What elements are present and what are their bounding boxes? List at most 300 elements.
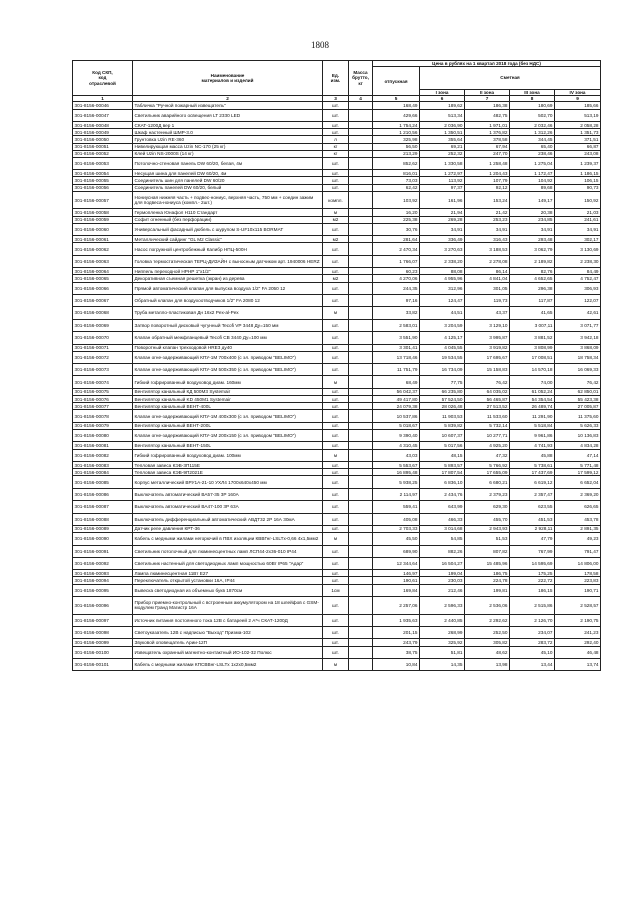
row-unit: шт.: [323, 170, 349, 177]
row-mass: [349, 307, 373, 319]
row-price-release: 2 257,06: [373, 597, 420, 615]
table-row: [73, 570, 601, 577]
row-price-zone-1: 230,03: [420, 577, 465, 584]
table-row: [73, 557, 601, 569]
row-unit: шт.: [323, 121, 349, 128]
row-mass: [349, 488, 373, 500]
row-price-release: 429,66: [373, 109, 420, 121]
row-code: 301-8156-00073: [73, 364, 133, 376]
price-table: [72, 60, 601, 671]
row-name: Вентилятор канальный ВЕНТ-400L: [133, 403, 323, 410]
row-mass: [349, 157, 373, 169]
row-code: 301-8156-00097: [73, 614, 133, 626]
row-price-release: 10,84: [373, 659, 420, 671]
row-price-zone-1: 5 893,57: [420, 461, 465, 468]
row-price-zone-4: 11 375,60: [555, 410, 601, 422]
row-price-zone-4: 1 239,37: [555, 157, 601, 169]
row-name: Корпус металлический ВРУ1А-21-10 УХЛ4 1700х640х450 мм: [133, 476, 323, 488]
row-price-zone-1: 161,96: [420, 191, 465, 209]
table-row: [73, 364, 601, 376]
row-name: Клапан обратный межфланцевый Tecofi CB 3440 Ду=100 мм: [133, 332, 323, 344]
row-name: Труба металло-пластиковая Дн 16х2 Peх-al-Peх: [133, 307, 323, 319]
row-mass: [349, 422, 373, 429]
row-mass: [349, 396, 373, 403]
row-price-release: 4 270,06: [373, 275, 420, 282]
row-price-release: 225,38: [373, 216, 420, 223]
row-price-zone-3: 82,76: [510, 268, 555, 275]
row-code: 301-8156-00086: [73, 488, 133, 500]
row-price-zone-4: 18 758,34: [555, 351, 601, 363]
row-price-zone-1: 19 534,55: [420, 351, 465, 363]
row-name: Звуковой оповещатель Арии-12П: [133, 639, 323, 646]
row-mass: [349, 557, 373, 569]
row-price-zone-1: 189,62: [420, 102, 465, 109]
row-price-zone-3: 222,72: [510, 577, 555, 584]
row-name: Вентилятор канальный ВЕНТ-150L: [133, 442, 323, 449]
row-price-zone-3: 1 275,04: [510, 157, 555, 169]
row-unit: шт.: [323, 177, 349, 184]
row-price-zone-2: 17 655,09: [465, 469, 510, 476]
row-mass: [349, 388, 373, 395]
row-name: Выключатель дифференциальный автоматический АВДТ32 2Р 16А 30мА: [133, 513, 323, 525]
row-unit: шт.: [323, 268, 349, 275]
row-price-zone-3: 117,87: [510, 294, 555, 306]
row-mass: [349, 577, 373, 584]
row-price-zone-4: 14 806,00: [555, 557, 601, 569]
table-row: [73, 545, 601, 557]
row-price-release: 2 583,01: [373, 319, 420, 331]
row-code: 301-8156-00057: [73, 191, 133, 209]
row-name: Светильник настенный для светодиодных ламп мощностью 60Вт IP65 "Адар": [133, 557, 323, 569]
row-price-zone-1: 1 272,97: [420, 170, 465, 177]
row-price-zone-4: 47,14: [555, 449, 601, 461]
row-mass: [349, 150, 373, 157]
row-mass: [349, 170, 373, 177]
row-price-zone-1: 4 045,55: [420, 344, 465, 351]
row-price-zone-2: 10 277,71: [465, 430, 510, 442]
row-price-release: 16,20: [373, 209, 420, 216]
row-price-zone-2: 3 188,53: [465, 243, 510, 255]
row-price-zone-2: 107,79: [465, 177, 510, 184]
row-price-zone-4: 122,07: [555, 294, 601, 306]
row-name: Тепловая завеса КЭВ-3П115Е: [133, 461, 323, 468]
row-unit: м: [323, 209, 349, 216]
row-price-zone-3: 4 741,93: [510, 442, 555, 449]
row-price-zone-3: 89,68: [510, 184, 555, 191]
row-unit: шт.: [323, 461, 349, 468]
row-mass: [349, 319, 373, 331]
table-row: [73, 533, 601, 545]
row-code: 301-8156-00062: [73, 243, 133, 255]
row-price-zone-2: 34,91: [465, 223, 510, 235]
row-price-zone-4: 3 942,18: [555, 332, 601, 344]
row-mass: [349, 223, 373, 235]
row-price-release: 1 754,24: [373, 121, 420, 128]
row-name: Вентилятор канальный KD 450M1 Systemair: [133, 396, 323, 403]
row-price-release: 146,97: [373, 570, 420, 577]
row-code: 301-8156-00076: [73, 396, 133, 403]
row-code: 301-8156-00090: [73, 533, 133, 545]
row-mass: [349, 191, 373, 209]
row-name: Клей Uzin NS-2000S (14 кг): [133, 150, 323, 157]
row-price-release: 169,84: [373, 584, 420, 596]
row-mass: [349, 216, 373, 223]
row-name: Кабель с медными жилами КПСВВнг-LSLTx 1х2х0,5мм2: [133, 659, 323, 671]
row-mass: [349, 143, 373, 150]
row-price-zone-4: 10 136,83: [555, 430, 601, 442]
row-price-zone-3: 104,92: [510, 177, 555, 184]
row-price-zone-2: 48,62: [465, 646, 510, 658]
row-price-zone-3: 61 052,24: [510, 388, 555, 395]
row-price-zone-3: 451,53: [510, 513, 555, 525]
row-price-zone-4: 6 652,04: [555, 476, 601, 488]
table-row: [73, 376, 601, 388]
row-price-zone-2: 3 129,10: [465, 319, 510, 331]
row-price-zone-2: 51,53: [465, 533, 510, 545]
row-name: Светильник потолочный для люминесцентных ламп ЛСП44-2х36-010 IP44: [133, 545, 323, 557]
table-row: [73, 501, 601, 513]
row-price-release: 10 537,86: [373, 410, 420, 422]
row-price-zone-3: 2 357,47: [510, 488, 555, 500]
row-unit: шт.: [323, 597, 349, 615]
row-price-zone-2: 247,70: [465, 150, 510, 157]
row-price-zone-2: 5 766,92: [465, 461, 510, 468]
row-price-zone-2: 2 379,23: [465, 488, 510, 500]
row-price-zone-3: 41,65: [510, 307, 555, 319]
row-name: Соединитель шин для панелей DW 60/20: [133, 177, 323, 184]
row-price-zone-4: 2 190,75: [555, 614, 601, 626]
row-mass: [349, 469, 373, 476]
row-price-zone-3: 45,10: [510, 646, 555, 658]
row-price-zone-4: 17 599,12: [555, 469, 601, 476]
row-price-zone-3: 1 312,26: [510, 129, 555, 136]
row-price-release: 201,15: [373, 627, 420, 639]
row-mass: [349, 410, 373, 422]
row-unit: шт.: [323, 388, 349, 395]
row-mass: [349, 351, 373, 363]
row-mass: [349, 430, 373, 442]
row-price-zone-1: 1 350,51: [420, 129, 465, 136]
row-price-zone-3: 3 808,99: [510, 344, 555, 351]
page-number: 1808: [311, 40, 329, 50]
row-unit: шт.: [323, 319, 349, 331]
header-zone-4: IV зона: [555, 89, 601, 95]
row-price-zone-3: 186,15: [510, 584, 555, 596]
row-price-zone-2: 11 533,60: [465, 410, 510, 422]
header-name: Наименование материалов и изделий: [133, 61, 323, 96]
row-price-release: 9 390,40: [373, 430, 420, 442]
row-price-release: 49 417,80: [373, 396, 420, 403]
row-code: 301-8156-00054: [73, 170, 133, 177]
row-code: 301-8156-00099: [73, 639, 133, 646]
row-unit: шт.: [323, 223, 349, 235]
row-price-zone-4: 2 369,20: [555, 488, 601, 500]
row-price-zone-4: 62 850,01: [555, 388, 601, 395]
row-unit: компл.: [323, 191, 349, 209]
row-price-zone-1: 252,32: [420, 150, 465, 157]
row-price-zone-2: 13,98: [465, 659, 510, 671]
row-unit: шт.: [323, 184, 349, 191]
row-name: Затвор поворотный дисковый чугунный Tecofi VP 3448 Ду=150 мм: [133, 319, 323, 331]
row-code: 301-8156-00101: [73, 659, 133, 671]
row-name: СКАТ-1200Д вер 1: [133, 121, 323, 128]
row-price-zone-3: 4 652,65: [510, 275, 555, 282]
row-price-zone-4: 106,15: [555, 177, 601, 184]
row-price-zone-2: 2 536,06: [465, 597, 510, 615]
table-row: [73, 449, 601, 461]
row-price-release: 5 018,67: [373, 422, 420, 429]
row-code: 301-8156-00056: [73, 184, 133, 191]
row-price-zone-1: 5 839,82: [420, 422, 465, 429]
row-price-zone-2: 482,75: [465, 109, 510, 121]
row-code: 301-8156-00095: [73, 584, 133, 596]
row-price-zone-1: 4 955,96: [420, 275, 465, 282]
row-mass: [349, 177, 373, 184]
row-name: Соединитель панелей DW 60/20, белый: [133, 184, 323, 191]
row-price-zone-1: 268,99: [420, 627, 465, 639]
row-price-zone-3: 47,79: [510, 533, 555, 545]
row-name: Декоративная съемная решетка (экран) из дерева: [133, 275, 323, 282]
row-mass: [349, 243, 373, 255]
table-row: [73, 275, 601, 282]
row-unit: шт.: [323, 410, 349, 422]
row-name: Клапан огне-задерживающий КПУ-1М 500х350 (с эл. приводом "BELIMO"): [133, 364, 323, 376]
row-unit: шт.: [323, 403, 349, 410]
row-mass: [349, 584, 373, 596]
row-mass: [349, 533, 373, 545]
row-unit: шт.: [323, 344, 349, 351]
row-price-zone-2: 27 513,52: [465, 403, 510, 410]
row-mass: [349, 449, 373, 461]
row-price-zone-1: 66 235,80: [420, 388, 465, 395]
table-row: [73, 184, 601, 191]
header-zone-2: II зона: [465, 89, 510, 95]
row-mass: [349, 282, 373, 294]
row-price-zone-4: 66,87: [555, 143, 601, 150]
row-code: 301-8156-00055: [73, 177, 133, 184]
row-price-zone-3: 2 189,82: [510, 255, 555, 267]
row-price-zone-1: 312,96: [420, 282, 465, 294]
row-price-release: 56 042,37: [373, 388, 420, 395]
row-price-zone-3: 234,07: [510, 627, 555, 639]
column-index: 7: [465, 96, 510, 102]
row-code: 301-8156-00061: [73, 236, 133, 243]
row-unit: м: [323, 376, 349, 388]
row-name: Лампа люминесцентная 11Вт Е27: [133, 570, 323, 577]
row-price-zone-2: 4 925,20: [465, 442, 510, 449]
row-code: 301-8156-00098: [73, 627, 133, 639]
row-unit: м: [323, 659, 349, 671]
row-price-zone-1: 2 338,20: [420, 255, 465, 267]
row-unit: шт.: [323, 469, 349, 476]
row-price-zone-3: 238,46: [510, 150, 555, 157]
row-price-zone-2: 76,42: [465, 376, 510, 388]
row-price-zone-2: 252,50: [465, 627, 510, 639]
row-price-zone-2: 1 376,82: [465, 129, 510, 136]
table-row: [73, 236, 601, 243]
row-price-zone-4: 292,40: [555, 639, 601, 646]
row-unit: м: [323, 307, 349, 319]
table-row: [73, 177, 601, 184]
row-price-zone-2: 15 158,83: [465, 364, 510, 376]
table-row: [73, 307, 601, 319]
row-price-zone-3: 26 489,74: [510, 403, 555, 410]
row-price-zone-1: 466,33: [420, 513, 465, 525]
row-mass: [349, 209, 373, 216]
row-price-zone-2: 3 995,87: [465, 332, 510, 344]
table-row: [73, 351, 601, 363]
row-price-zone-4: 90,73: [555, 184, 601, 191]
row-unit: шт.: [323, 351, 349, 363]
row-price-zone-4: 76,42: [555, 376, 601, 388]
table-row: [73, 109, 601, 121]
row-price-zone-4: 84,49: [555, 268, 601, 275]
row-code: 301-8156-00088: [73, 513, 133, 525]
row-price-zone-1: 5 017,56: [420, 442, 465, 449]
header-zone-3: III зона: [510, 89, 555, 95]
row-price-zone-4: 2 891,35: [555, 525, 601, 532]
row-price-zone-1: 513,34: [420, 109, 465, 121]
row-price-zone-3: 17 008,51: [510, 351, 555, 363]
row-name: Выключатель автоматический ВА57-35 3Р 160А: [133, 488, 323, 500]
table-row: [73, 294, 601, 306]
row-mass: [349, 597, 373, 615]
row-price-zone-4: 4 752,47: [555, 275, 601, 282]
row-price-release: 2 703,33: [373, 525, 420, 532]
row-price-zone-1: 14,35: [420, 659, 465, 671]
row-mass: [349, 545, 373, 557]
header-price-group: Цена в рублях на 1 квартал 2018 года (без НДС): [373, 61, 601, 67]
row-price-zone-4: 190,71: [555, 584, 601, 596]
table-row: [73, 403, 601, 410]
row-unit: шт.: [323, 545, 349, 557]
table-row: [73, 243, 601, 255]
row-unit: шт.: [323, 294, 349, 306]
row-price-release: 213,29: [373, 150, 420, 157]
row-price-zone-2: 6 680,21: [465, 476, 510, 488]
row-price-zone-1: 21,94: [420, 209, 465, 216]
row-unit: 1см: [323, 584, 349, 596]
row-mass: [349, 121, 373, 128]
table-row: [73, 430, 601, 442]
row-unit: кг: [323, 150, 349, 157]
row-unit: шт.: [323, 627, 349, 639]
column-index: 4: [349, 96, 373, 102]
row-price-zone-1: 16 504,27: [420, 557, 465, 569]
row-price-zone-4: 46,48: [555, 646, 601, 658]
row-unit: шт.: [323, 332, 349, 344]
column-index: 2: [133, 96, 323, 102]
row-price-zone-3: 283,72: [510, 639, 555, 646]
table-row: [73, 422, 601, 429]
row-price-zone-1: 113,92: [420, 177, 465, 184]
table-row: [73, 332, 601, 344]
row-price-zone-4: 5 626,33: [555, 422, 601, 429]
row-unit: шт.: [323, 430, 349, 442]
row-code: 301-8156-00074: [73, 376, 133, 388]
table-row: [73, 646, 601, 658]
table-row: [73, 255, 601, 267]
row-unit: шт.: [323, 557, 349, 569]
row-price-release: 168,49: [373, 102, 420, 109]
row-mass: [349, 109, 373, 121]
row-price-zone-4: 241,23: [555, 627, 601, 639]
row-name: Вывеска светодиодная из объемных букв 1870см: [133, 584, 323, 596]
column-index: 8: [510, 96, 555, 102]
row-code: 301-8156-00089: [73, 525, 133, 532]
row-price-release: 5 938,25: [373, 476, 420, 488]
row-name: Табличка "Ручной пожарный извещатель": [133, 102, 323, 109]
row-price-zone-1: 336,49: [420, 236, 465, 243]
row-price-zone-2: 47,32: [465, 449, 510, 461]
row-code: 301-8156-00077: [73, 403, 133, 410]
row-code: 301-8156-00079: [73, 422, 133, 429]
row-unit: шт.: [323, 513, 349, 525]
row-name: Прибор приемно-контрольный с встроенным аккумулятором на 18 шлейфов с GSM-модулем Гранд Магистр 16А: [133, 597, 323, 615]
table-row: [73, 639, 601, 646]
row-mass: [349, 646, 373, 658]
row-name: Выключатель автоматический ВА47-100 3Р 63А: [133, 501, 323, 513]
row-code: 301-8156-00052: [73, 150, 133, 157]
row-code: 301-8156-00084: [73, 469, 133, 476]
row-price-zone-3: 3 007,11: [510, 319, 555, 331]
row-unit: шт.: [323, 129, 349, 136]
row-code: 301-8156-00078: [73, 410, 133, 422]
header-code: Код СКП, код отраслевой: [73, 61, 133, 96]
row-price-zone-3: 180,69: [510, 102, 555, 109]
row-price-zone-4: 49,23: [555, 533, 601, 545]
row-price-zone-1: 2 440,85: [420, 614, 465, 626]
row-unit: шт.: [323, 442, 349, 449]
row-price-zone-1: 355,64: [420, 136, 465, 143]
row-unit: шт.: [323, 525, 349, 532]
row-name: Кабель с медными жилами негорючий в ПВХ изоляции КВВГнг-LSLTx-0,66 4х1,5мм2: [133, 533, 323, 545]
row-price-zone-4: 2 238,30: [555, 255, 601, 267]
row-code: 301-8156-00058: [73, 209, 133, 216]
row-price-zone-4: 306,93: [555, 282, 601, 294]
table-row: [73, 223, 601, 235]
row-name: Клапан огне-задерживающий КПУ-1М 200х150 (с эл. приводом "BELIMO"): [133, 430, 323, 442]
table-header: [73, 61, 601, 102]
row-price-zone-3: 3 062,79: [510, 243, 555, 255]
row-price-zone-2: 3 919,82: [465, 344, 510, 351]
row-unit: шт.: [323, 646, 349, 658]
row-price-zone-4: 150,92: [555, 191, 601, 209]
row-price-zone-4: 453,78: [555, 513, 601, 525]
row-price-zone-1: 57 524,50: [420, 396, 465, 403]
row-price-zone-4: 791,47: [555, 545, 601, 557]
row-unit: шт.: [323, 102, 349, 109]
table-row: [73, 627, 601, 639]
row-price-zone-4: 185,66: [555, 102, 601, 109]
row-mass: [349, 294, 373, 306]
row-price-zone-4: 626,65: [555, 501, 601, 513]
row-name: Нивелирующая масса Uzin NC-170 (25 кг): [133, 143, 323, 150]
row-price-release: 1 210,56: [373, 129, 420, 136]
row-mass: [349, 614, 373, 626]
row-price-zone-2: 2 292,62: [465, 614, 510, 626]
row-price-zone-3: 11 291,90: [510, 410, 555, 422]
row-name: Светоуказатель 12В с надписью "Выход" Призма-102: [133, 627, 323, 639]
row-name: Поворотный клапан трехходовой HRE3 ду40: [133, 344, 323, 351]
column-index: 3: [323, 96, 349, 102]
row-price-zone-2: 1 971,01: [465, 121, 510, 128]
row-mass: [349, 275, 373, 282]
row-name: Гибкий гофрированный воздуховод диам. 100мм: [133, 449, 323, 461]
row-price-zone-3: 34,91: [510, 223, 555, 235]
row-price-release: 816,01: [373, 170, 420, 177]
row-price-zone-1: 4 125,17: [420, 332, 465, 344]
